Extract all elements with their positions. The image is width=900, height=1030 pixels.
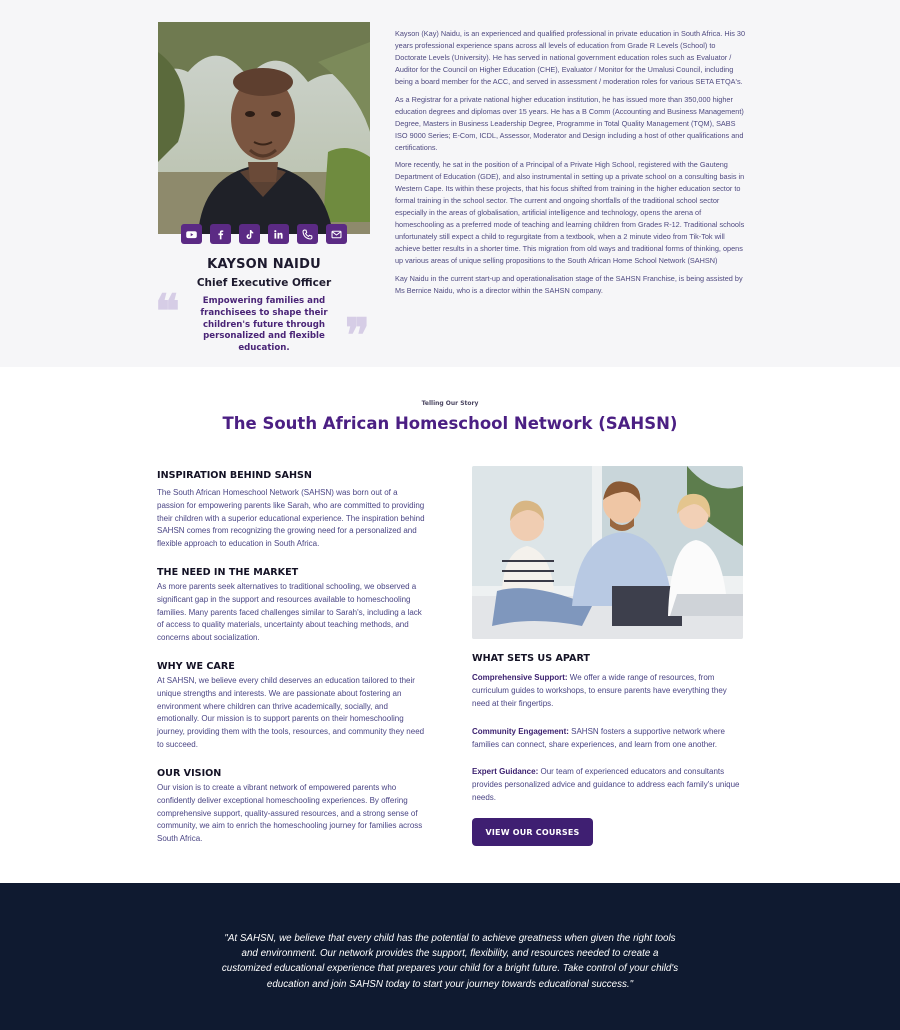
section-eyebrow: Telling Our Story: [421, 400, 479, 407]
facebook-icon[interactable]: [210, 224, 231, 244]
block-text-vision: Our vision is to create a vibrant network of empowered parents who confidently deliver exceptional homeschooling experiences. By offering comprehensive support, quality-assured resources, and a strong sense of community, we aim to enrich the homeschooling journey for families across South Africa.: [157, 783, 423, 844]
ceo-role: Chief Executive Officer: [196, 277, 332, 289]
block-title-why-we-care: WHY WE CARE: [157, 661, 235, 672]
bio-paragraph: As a Registrar for a private national higher education institution, he has issued more than 350,000 higher education degrees and diplomas over 15 years. He has a B Comm (Accounting and Business Management) Degree, Masters in Business Leadership Degree, Programme in Total Quality Management (TQM), SABS ISO 9000 Series; E-Com, ICDL, Assessor, Moderator and Design including a host of other qualifications and certifications.: [395, 94, 744, 152]
block-title-need: THE NEED IN THE MARKET: [157, 567, 299, 578]
apart-item-label: Expert Guidance:: [472, 767, 539, 776]
block-text-why-we-care: At SAHSN, we believe every child deserves an education tailored to their unique strengths and interests. We are passionate about fostering an environment where children can thrive academically, socially, and emotionally. Our mission is to support parents on their homeschooling journey, providing them with the tools, resources, and community they need to succeed.: [157, 676, 425, 749]
profile-section: [0, 0, 900, 367]
view-courses-button[interactable]: VIEW OUR COURSES: [472, 818, 593, 846]
apart-item-text: SAHSN fosters a supportive network where families can connect, share experiences, and learn from one another.: [472, 727, 725, 749]
bio-paragraph: Kay Naidu in the current start-up and operationalisation stage of the SAHSN Franchise, is being assisted by Ms Bernice Naidu, who is a director within the SAHSN company.: [395, 273, 743, 295]
ceo-bio: [395, 28, 747, 302]
apart-title: WHAT SETS US APART: [472, 653, 590, 664]
apart-item-text: Our team of experienced educators and consultants provides personalized advice and guidance to address each family's unique needs.: [472, 767, 740, 802]
bio-paragraph: More recently, he sat in the position of a Principal of a Private High School, registered with the Gauteng Department of Education (GDE), and also instrumental in setting up a private school on a consulting basis in Western Cape. Its within these projects, that his focus shifted from training in the higher education sector to formal training in the school sector. The current and ongoing shortfalls of the traditional school sector especially in the areas of globalisation, artificial intelligence and technology, opens the arena of homeschooling as a preferred mode of teaching and learning children from Grades R-12. Traditional schools unfortunately still expect a child to regurgitate from a textbook, when a 2 minute video from Tik-Tok will achieve better results in a shorter time. This migration from old ways and traditional forms of thinking, opens up various areas of unique selling propositions to the South African Home School Network (SAHSN): [395, 160, 745, 265]
block-title-vision: OUR VISION: [157, 768, 222, 779]
ceo-photo: [158, 22, 370, 234]
apart-item-community: [472, 726, 746, 752]
closing-quote-section: [0, 883, 900, 1030]
apart-item-label: Community Engagement:: [472, 727, 569, 736]
youtube-icon[interactable]: [181, 224, 202, 244]
block-text-inspiration: The South African Homeschool Network (SAHSN) was born out of a passion for empowering parents like Sarah, who are committed to providing their children with a superior educational experience. The inspiration behind SAHSN comes from recognizing the growing need for a personalized and flexible approach to education in South Africa.: [157, 488, 425, 549]
apart-item-text: We offer a wide range of resources, from curriculum guides to workshops, to ensure parents have everything they need at their fingertips.: [472, 673, 727, 708]
tiktok-icon[interactable]: [239, 224, 260, 244]
section-title: The South African Homeschool Network (SAHSN): [222, 414, 678, 433]
email-icon[interactable]: [326, 224, 347, 244]
family-learning-photo: [472, 466, 743, 639]
apart-item-support: [472, 672, 746, 710]
block-title-inspiration: INSPIRATION BEHIND SAHSN: [157, 470, 312, 481]
phone-icon[interactable]: [297, 224, 318, 244]
bio-paragraph: Kayson (Kay) Naidu, is an experienced and qualified professional in private education in South Africa. His 30 years professional experience spans across all levels of education from Grade R Levels (School) to Doctorate Levels (University). He has served in national government education roles such as Evaluator / Auditor for the Council on Higher Education (CHE), Evaluator / Monitor for the Umalusi Council, including being a board member for the ACC, and served in assessment / moderation roles for various SETA ETQA's.: [395, 29, 746, 86]
ceo-name: KAYSON NAIDU: [207, 257, 321, 272]
social-links: [181, 224, 347, 244]
linkedin-icon[interactable]: [268, 224, 289, 244]
apart-item-guidance: [472, 766, 746, 804]
ceo-quote: Empowering families and franchisees to shape their children's future through personalized and flexible education.: [200, 296, 328, 354]
apart-item-label: Comprehensive Support:: [472, 673, 568, 682]
close-quote-icon: ❞: [345, 308, 370, 362]
block-text-need: As more parents seek alternatives to traditional schooling, we observed a significant gap in the support and resources available to homeschooling families. Many parents faced challenges similar to Sarah's, including a lack of access to quality materials, uncertainty about teaching methods, and concerns about socialization.: [157, 582, 422, 643]
closing-quote: "At SAHSN, we believe that every child has the potential to achieve greatness when given the right tools and environment. Our network provides the support, flexibility, and resources needed to create a customized educational experience that prepares your child for a bright future. Take control of your child's education and join SAHSN today to start your journey towards educational success.": [221, 933, 679, 990]
open-quote-icon: ❝: [155, 284, 180, 338]
